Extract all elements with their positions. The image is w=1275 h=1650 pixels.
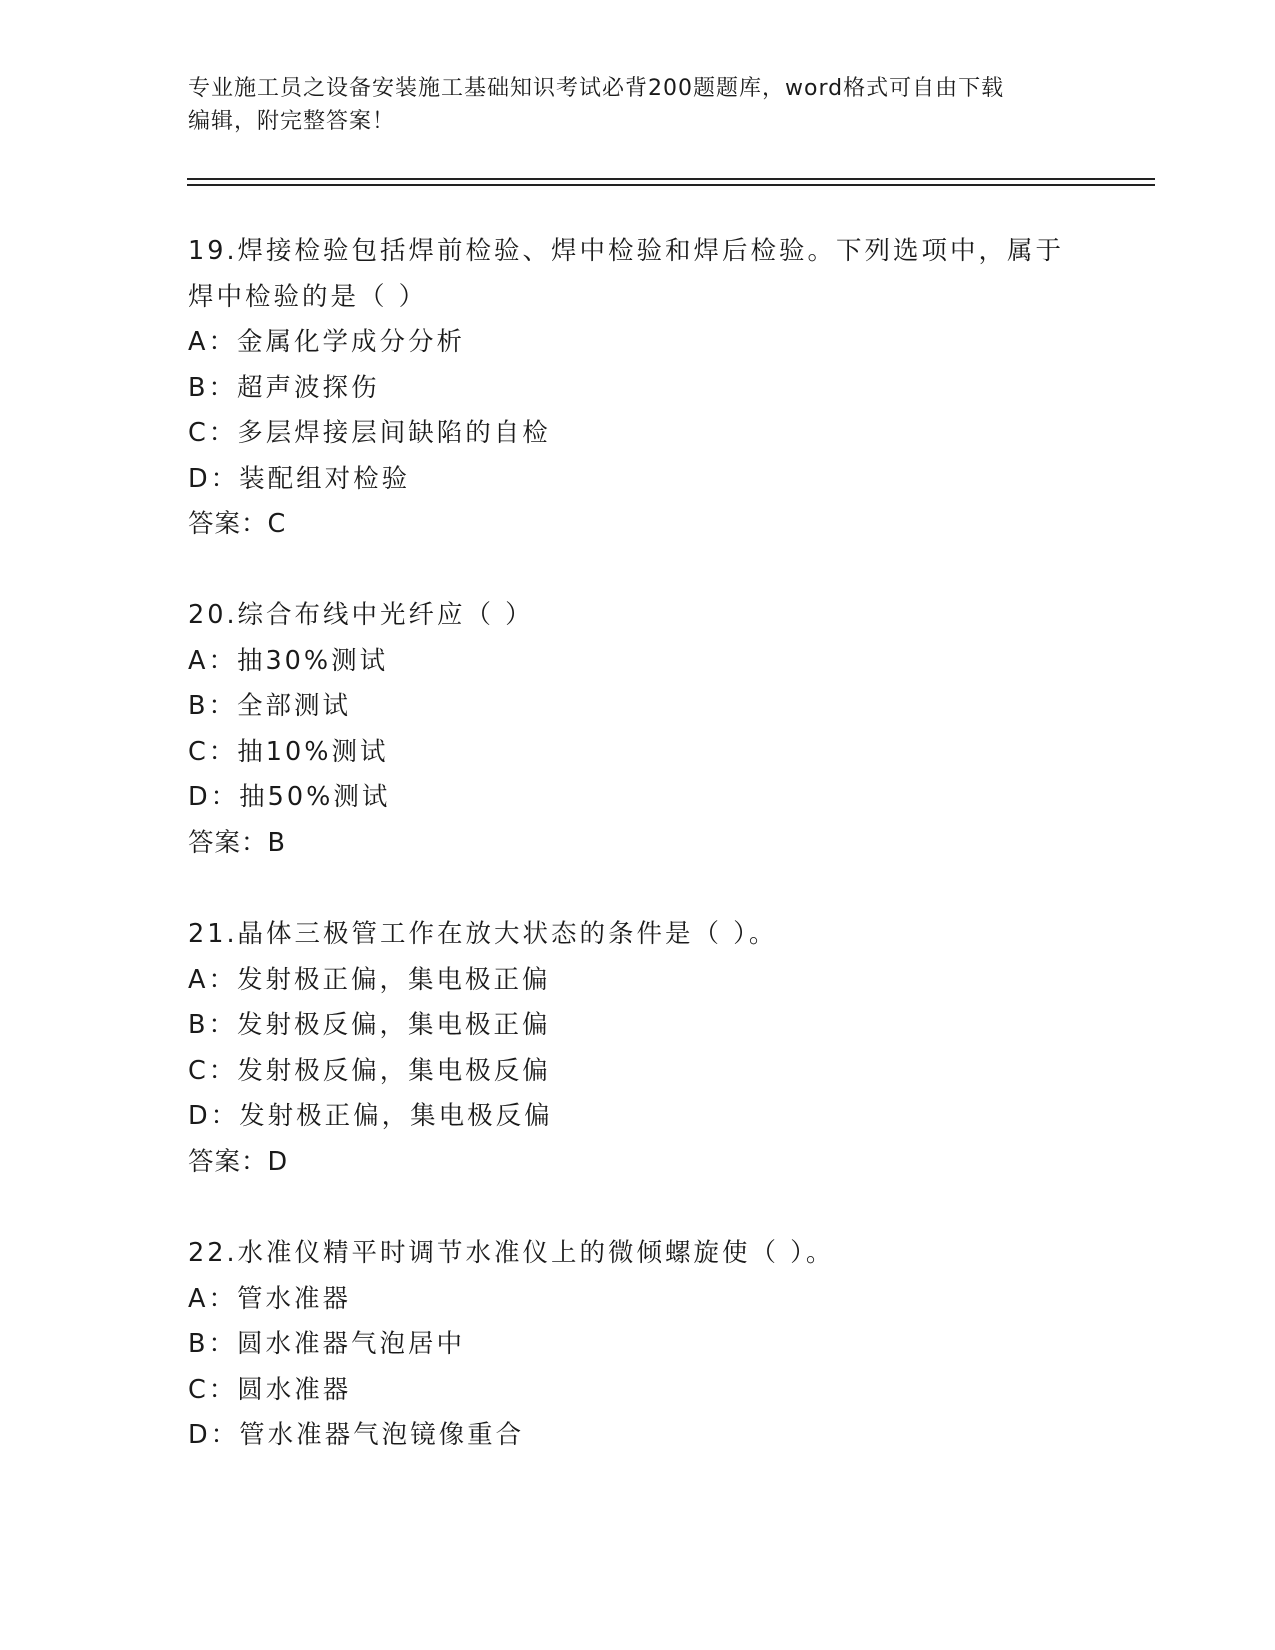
option-a: A：发射极正偏，集电极正偏 [188, 964, 551, 995]
question-stem: 焊中检验的是（ ） [188, 281, 428, 312]
question-stem: 21.晶体三极管工作在放大状态的条件是（ ）。 [188, 919, 778, 949]
document-header [188, 72, 1068, 138]
option-c: C：圆水准器 [188, 1374, 352, 1405]
option-a: A：管水准器 [188, 1283, 351, 1314]
answer: 答案：C [188, 509, 287, 539]
option-a: A：金属化学成分分析 [188, 327, 465, 357]
question-19 [188, 229, 1088, 548]
option-b: B：圆水准器气泡居中 [188, 1329, 465, 1359]
option-a: A：抽30%测试 [188, 645, 389, 676]
answer: 答案：D [188, 1146, 289, 1177]
header-divider-bottom [187, 184, 1155, 186]
header-divider-top [187, 178, 1155, 180]
option-c: C：发射极反偏，集电极反偏 [188, 1055, 551, 1086]
option-c: C：抽10%测试 [188, 736, 389, 767]
option-d: D：发射极正偏，集电极反偏 [188, 1101, 553, 1131]
question-20 [188, 593, 1088, 866]
header-line-1: 专业施工员之设备安装施工基础知识考试必背200题题库，word格式可自由下载 [188, 76, 1005, 101]
option-d: D：管水准器气泡镜像重合 [188, 1420, 525, 1450]
option-b: B：发射极反偏，集电极正偏 [188, 1010, 551, 1040]
question-stem: 22.水准仪精平时调节水准仪上的微倾螺旋使（ ）。 [188, 1238, 835, 1268]
option-d: D：装配组对检验 [188, 463, 411, 494]
option-d: D：抽50%测试 [188, 782, 391, 812]
question-21 [188, 912, 1088, 1185]
header-line-2: 编辑，附完整答案！ [188, 109, 396, 134]
answer: 答案：B [188, 827, 286, 858]
question-stem: 19.焊接检验包括焊前检验、焊中检验和焊后检验。下列选项中，属于 [188, 236, 1065, 266]
question-stem: 20.综合布线中光纤应（ ） [188, 600, 534, 630]
question-22 [188, 1231, 1088, 1459]
option-b: B：超声波探伤 [188, 372, 380, 403]
option-b: B：全部测试 [188, 691, 351, 721]
option-c: C：多层焊接层间缺陷的自检 [188, 418, 551, 448]
